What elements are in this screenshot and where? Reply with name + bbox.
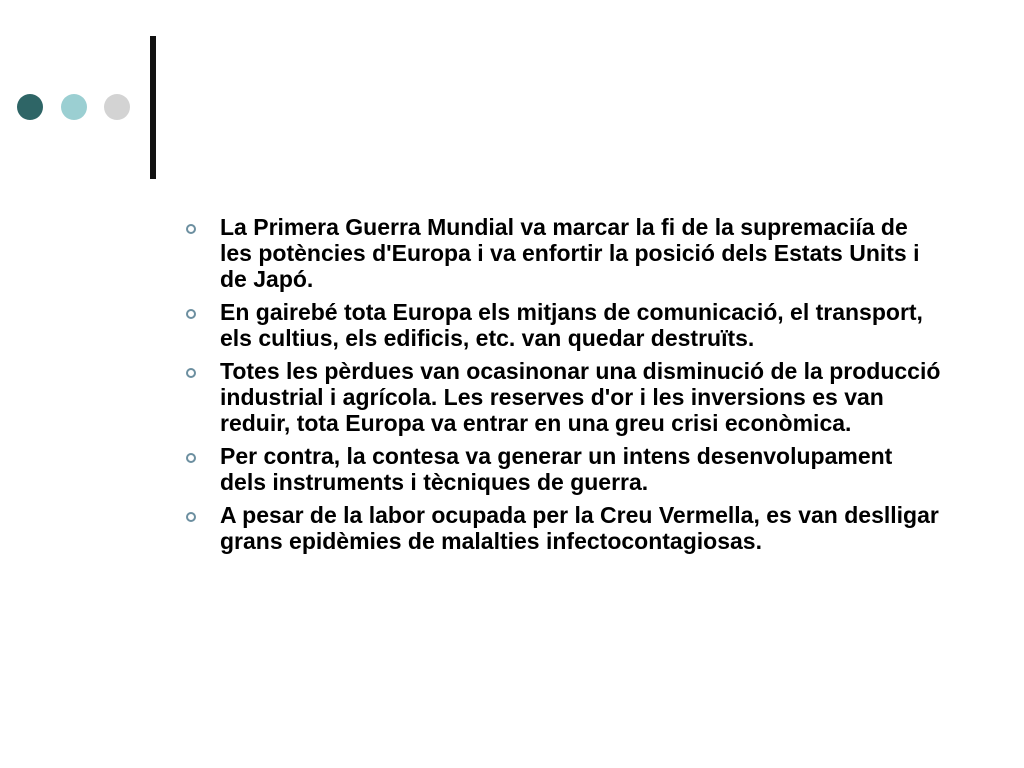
bullet-text: Totes les pèrdues van ocasinonar una disminució de la producció industrial i agrícola. Les reserves d'or i les inversions es van reduir, tota Europa va entrar en una greu crisi econòmica. [220, 358, 941, 436]
hollow-circle-bullet-icon [186, 309, 196, 319]
bullet-item [184, 299, 944, 351]
decorative-dot-dark [17, 94, 43, 120]
bullet-text: A pesar de la labor ocupada per la Creu Vermella, es van deslligar grans epidèmies de malalties infectocontagiosas. [220, 502, 939, 554]
bullet-text: Per contra, la contesa va generar un intens desenvolupament dels instruments i tècniques de guerra. [220, 443, 893, 495]
bullet-item [184, 214, 944, 292]
bullet-text: La Primera Guerra Mundial va marcar la fi de la supremaciía de les potències d'Europa i va enfortir la posició dels Estats Units i de Japó. [220, 214, 920, 292]
bullet-item [184, 443, 944, 495]
decorative-dot-light [61, 94, 87, 120]
hollow-circle-bullet-icon [186, 453, 196, 463]
decorative-dot-gray [104, 94, 130, 120]
vertical-divider [150, 36, 156, 179]
hollow-circle-bullet-icon [186, 512, 196, 522]
bullet-item [184, 358, 944, 436]
bullet-text: En gairebé tota Europa els mitjans de comunicació, el transport, els cultius, els edificis, etc. van quedar destruïts. [220, 299, 923, 351]
bullet-item [184, 502, 944, 554]
slide-bullet-list [184, 214, 944, 561]
hollow-circle-bullet-icon [186, 368, 196, 378]
hollow-circle-bullet-icon [186, 224, 196, 234]
